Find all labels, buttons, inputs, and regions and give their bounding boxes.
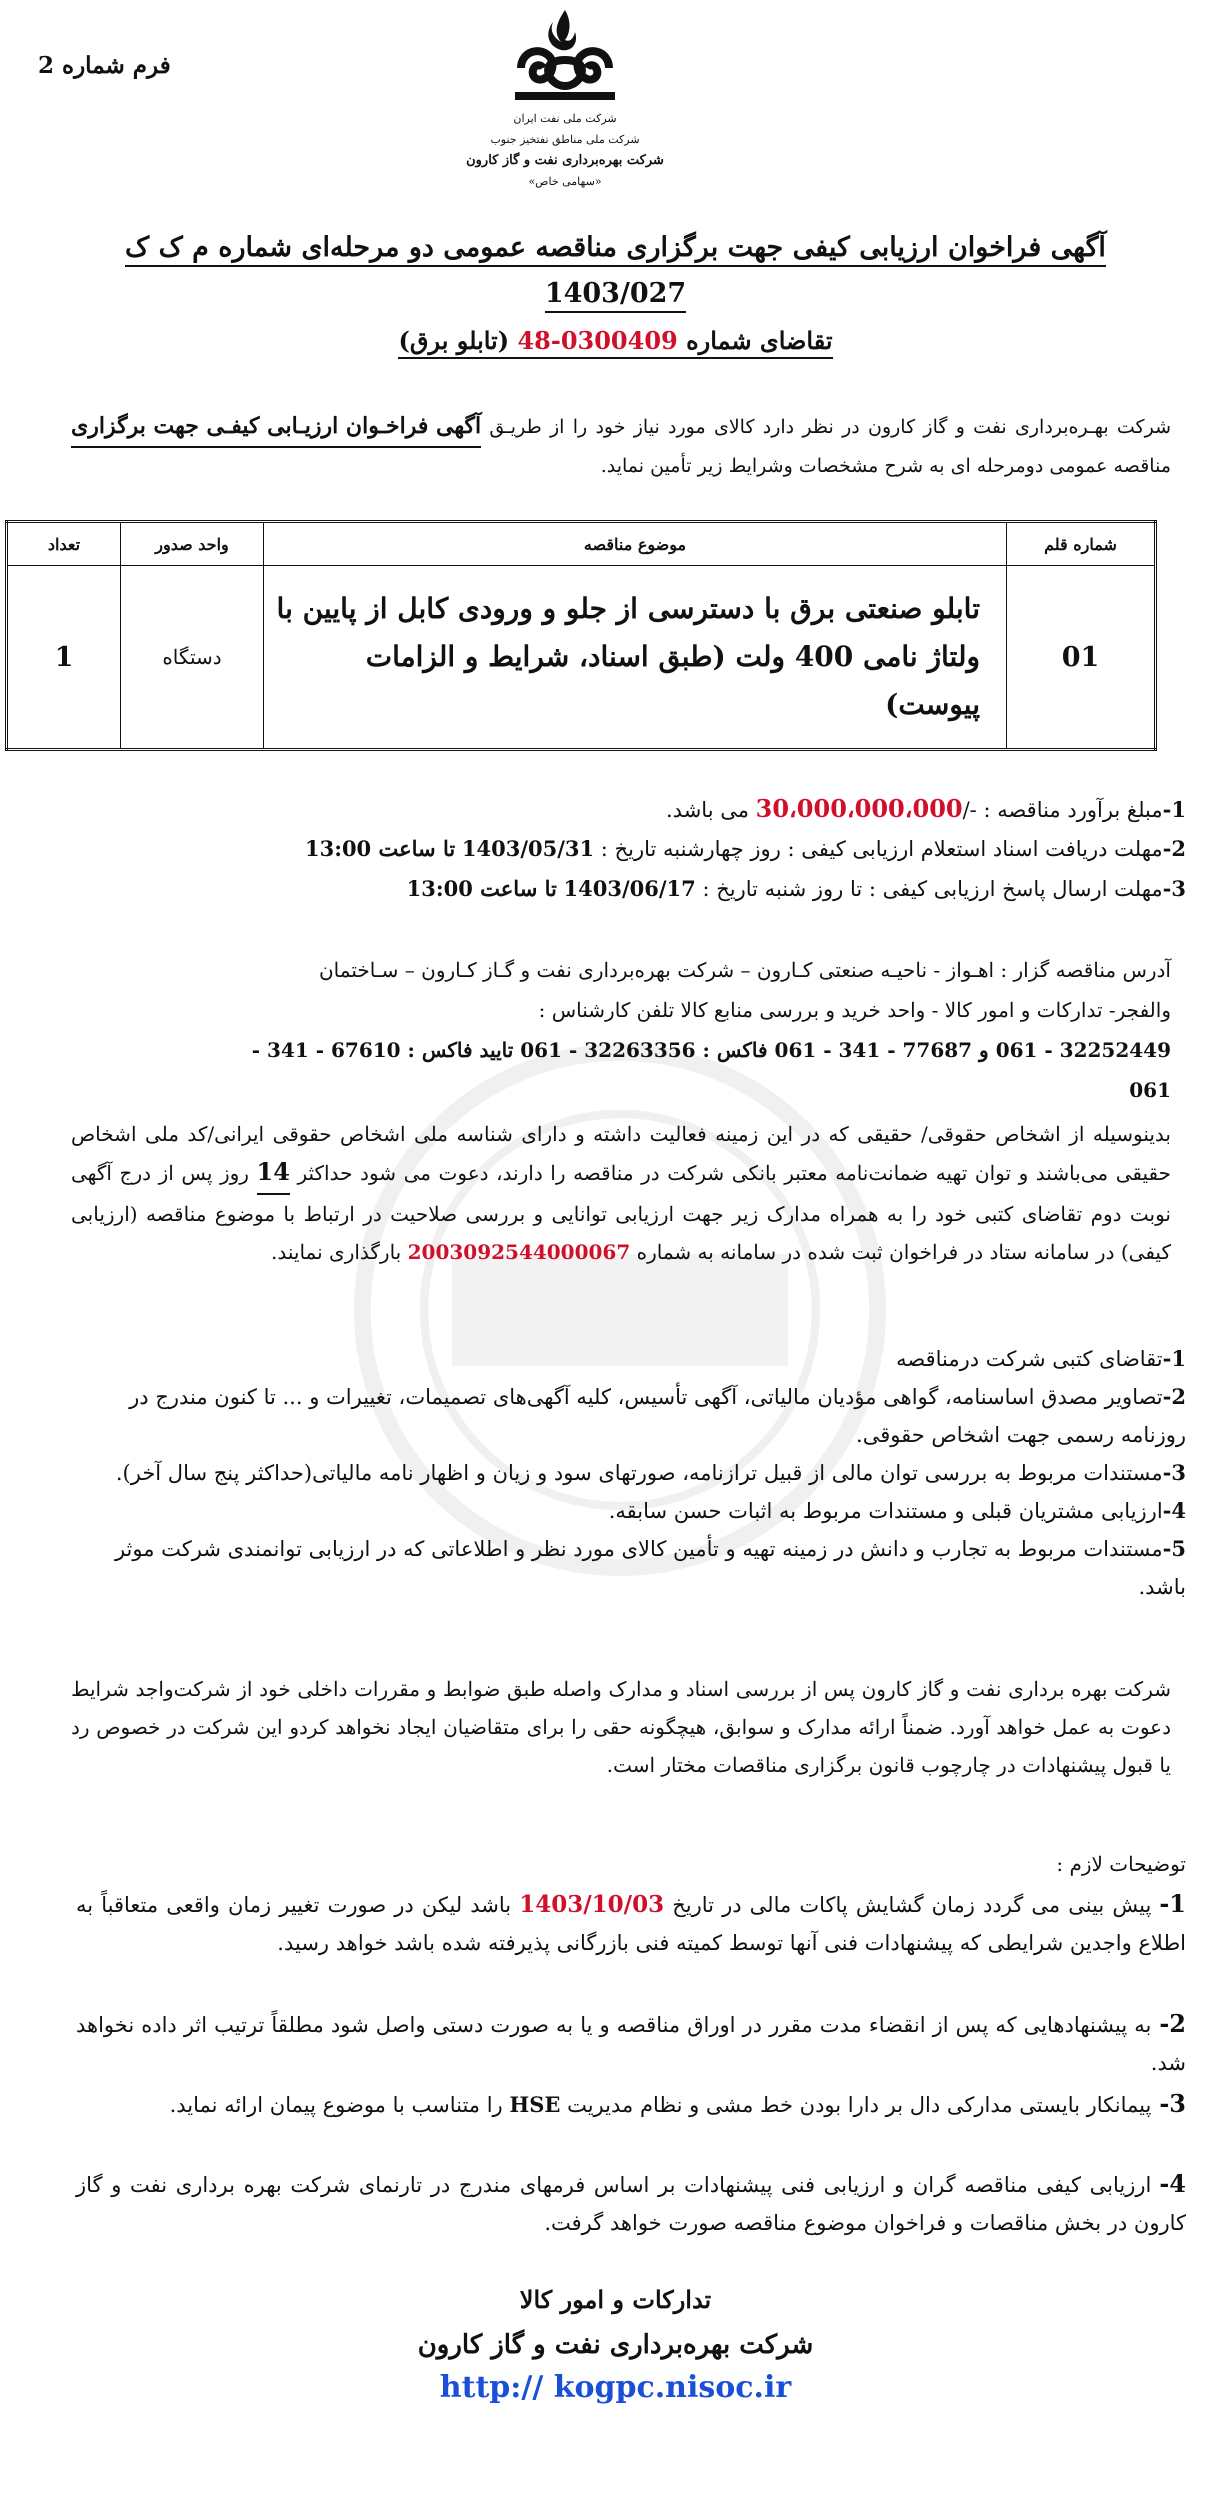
cell-subject: تابلو صنعتی برق با دسترسی از جلو و ورودی کابل از پایین با ولتاژ نامی 400 ولت (طبق اسناد، شرایط و الزامات پیوست) <box>264 566 1007 750</box>
table-row <box>7 566 1156 750</box>
logo-line-3: شرکت بهره‌برداری نفت و گاز کارون <box>466 153 664 168</box>
closing-paragraph: شرکت بهره برداری نفت و گاز کارون پس از بررسی اسناد و مدارک واصله طبق ضوابط و مقررات داخلی خود از شرکت‌واجد شرایط دعوت به عمل خواهد آورد. ضمناً ارائه مدارک و سوابق، هیچگونه حقی را برای متقاضیان ایجاد نخواهد کردو این شرکت در خصوص رد یا قبول پیشنهادات در چارچوب قانون برگزاری مناقصات مختار است. <box>71 1677 1171 1777</box>
title-line-3: تقاضای شماره 0300409-48 (تابلو برق) <box>60 326 1171 359</box>
header-item-no: شماره قلم <box>1007 522 1156 566</box>
header-qty: تعداد <box>7 522 121 566</box>
condition-3: 3-مهلت ارسال پاسخ ارزیابی کیفی : تا روز شنبه تاریخ : 1403/06/17 تا ساعت 13:00 <box>406 876 1186 901</box>
form-number: فرم شماره 2 <box>38 52 171 79</box>
logo-line-1: شرکت ملی نفت ایران <box>513 112 617 125</box>
title-line-2: 1403/027 <box>60 278 1171 313</box>
condition-2: 2-مهلت دریافت اسناد استعلام ارزیابی کیفی : روز چهارشنبه تاریخ : 1403/05/31 تا ساعت 13:00 <box>304 836 1186 861</box>
list-item: 3-مستندات مربوط به بررسی توان مالی از قبیل ترازنامه، صورتهای سود و زیان و اظهار نامه مالیاتی(حداکثر پنج سال آخر). <box>115 1460 1186 1485</box>
note-3: 3-پیمانکار بایستی مدارکی دال بر دارا بودن خط مشی و نظام مدیریت HSE را متناسب با موضوع پیمان ارائه نماید. <box>169 2089 1186 2118</box>
logo-line-4: «سهامی خاص» <box>528 175 602 188</box>
footer-company: شرکت بهره‌برداری نفت و گاز کارون <box>417 2330 814 2360</box>
note-4: 4-ارزیابی کیفی مناقصه گران و ارزیابی فنی پیشنهادات بر اساس فرمهای مندرج در تارنمای شرکت بهره برداری نفت و گاز کارون در بخش مناقصات و فراخوان موضوع مناقصه صورت خواهد گرفت. <box>76 2169 1186 2235</box>
cell-unit: دستگاه <box>121 566 264 750</box>
required-docs-list <box>66 1340 1186 1606</box>
header-unit: واحد صدور <box>121 522 264 566</box>
footer-website-link[interactable]: http:// kogpc.nisoc.ir <box>439 2370 792 2405</box>
list-item: 4-ارزیابی مشتریان قبلی و مستندات مربوط به اثبات حسن سابقه. <box>608 1498 1186 1523</box>
list-item: 5-مستندات مربوط به تجارب و دانش در زمینه تهیه و تأمین کالای مورد نظر و اطلاعاتی که در ارزیابی توانمندی شرکت موثر باشد. <box>114 1536 1186 1599</box>
tender-table <box>5 520 1157 751</box>
notes-title: توضیحات لازم : <box>1056 1852 1186 1876</box>
title-line-1: آگهی فراخوان ارزیابی کیفی جهت برگزاری مناقصه عمومی دو مرحله‌ای شماره م ک ک <box>60 232 1171 267</box>
condition-1: 1-مبلغ برآورد مناقصه : -/30،000،000،000 می باشد. <box>666 794 1186 823</box>
address-line-3: 32252449 - 061 و 77687 - 341 - 061 فاکس : 32263356 - 061 تایید فاکس : 67610 - 341 - <box>251 1038 1171 1062</box>
header-subject: موضوع مناقصه <box>264 522 1007 566</box>
note-1: 1-پیش بینی می گردد زمان گشایش پاکات مالی در تاریخ 1403/10/03 باشد لیکن در صورت تغییر زمان واقعی متعاقباً به اطلاع واجدین شرایطی که پیشنهادات فنی آنها توسط کمیته فنی بازرگانی پذیرفته شده باشد خواهد رسید. <box>76 1889 1186 1955</box>
note-2: 2-به پیشنهادهایی که پس از انقضاء مدت مقرر در اوراق مناقصه و یا به صورت دستی واصل شود مطلقاً ترتیب اثر داده نخواهد شد. <box>76 2009 1186 2075</box>
logo-block <box>455 8 675 192</box>
logo-line-2: شرکت ملی مناطق نفتخیز جنوب <box>490 133 640 146</box>
footer-department: تدارکات و امور کالا <box>519 2285 712 2314</box>
address-line-2: والفجر- تدارکات و امور کالا - واحد خرید و بررسی منابع کالا تلفن کارشناس : <box>538 998 1171 1022</box>
cell-qty: 1 <box>7 566 121 750</box>
nioc-logo-icon <box>505 8 625 108</box>
address-line-4: 061 <box>1129 1078 1171 1102</box>
invitation-paragraph: بدینوسیله از اشخاص حقوقی/ حقیقی که در این زمینه فعالیت داشته و دارای شناسه ملی اشخاص حقوقی ایرانی/کد ملی اشخاص حقیقی می‌باشند و توان تهیه ضمانت‌نامه معتبر بانکی شرکت در مناقصه را دارند، دعوت می شود حداکثر 14 روز پس از درج آگهی نوبت دوم تقاضای کتبی خود را به همراه مدارک زیر جهت ارزیابی توانایی و بررسی صلاحیت در ارتباط با موضوع مناقصه (ارزیابی کیفی) در سامانه ستاد در فراخوان ثبت شده در سامانه به شماره 2003092544000067 بارگذاری نمایند. <box>71 1122 1171 1264</box>
cell-item-no: 01 <box>1007 566 1156 750</box>
intro-paragraph: شرکت بهـره‌برداری نفت و گاز کارون در نظر دارد کالای مورد نیاز خود را از طریـق آگهی فراخـوان ارزیـابی کیفـی جهت برگزاری مناقصه عمومی دومرحله ای به شرح مشخصات وشرایط زیر تأمین نماید. <box>71 408 1171 484</box>
address-block <box>71 950 1171 1110</box>
list-item: 1-تقاضای کتبی شرکت درمناقصه <box>896 1346 1186 1371</box>
list-item: 2-تصاویر مصدق اساسنامه، گواهی مؤدیان مالیاتی، آگهی تأسیس، کلیه آگهی‌های تصمیمات، تغییرات و ... تا کنون مندرج در روزنامه رسمی جهت اشخاص حقوقی. <box>129 1384 1186 1447</box>
address-line-1: آدرس مناقصه گزار : اهـواز - ناحیـه صنعتی کـارون – شرکت بهره‌برداری نفت و گـاز کـارون – سـاختمان <box>318 958 1171 982</box>
